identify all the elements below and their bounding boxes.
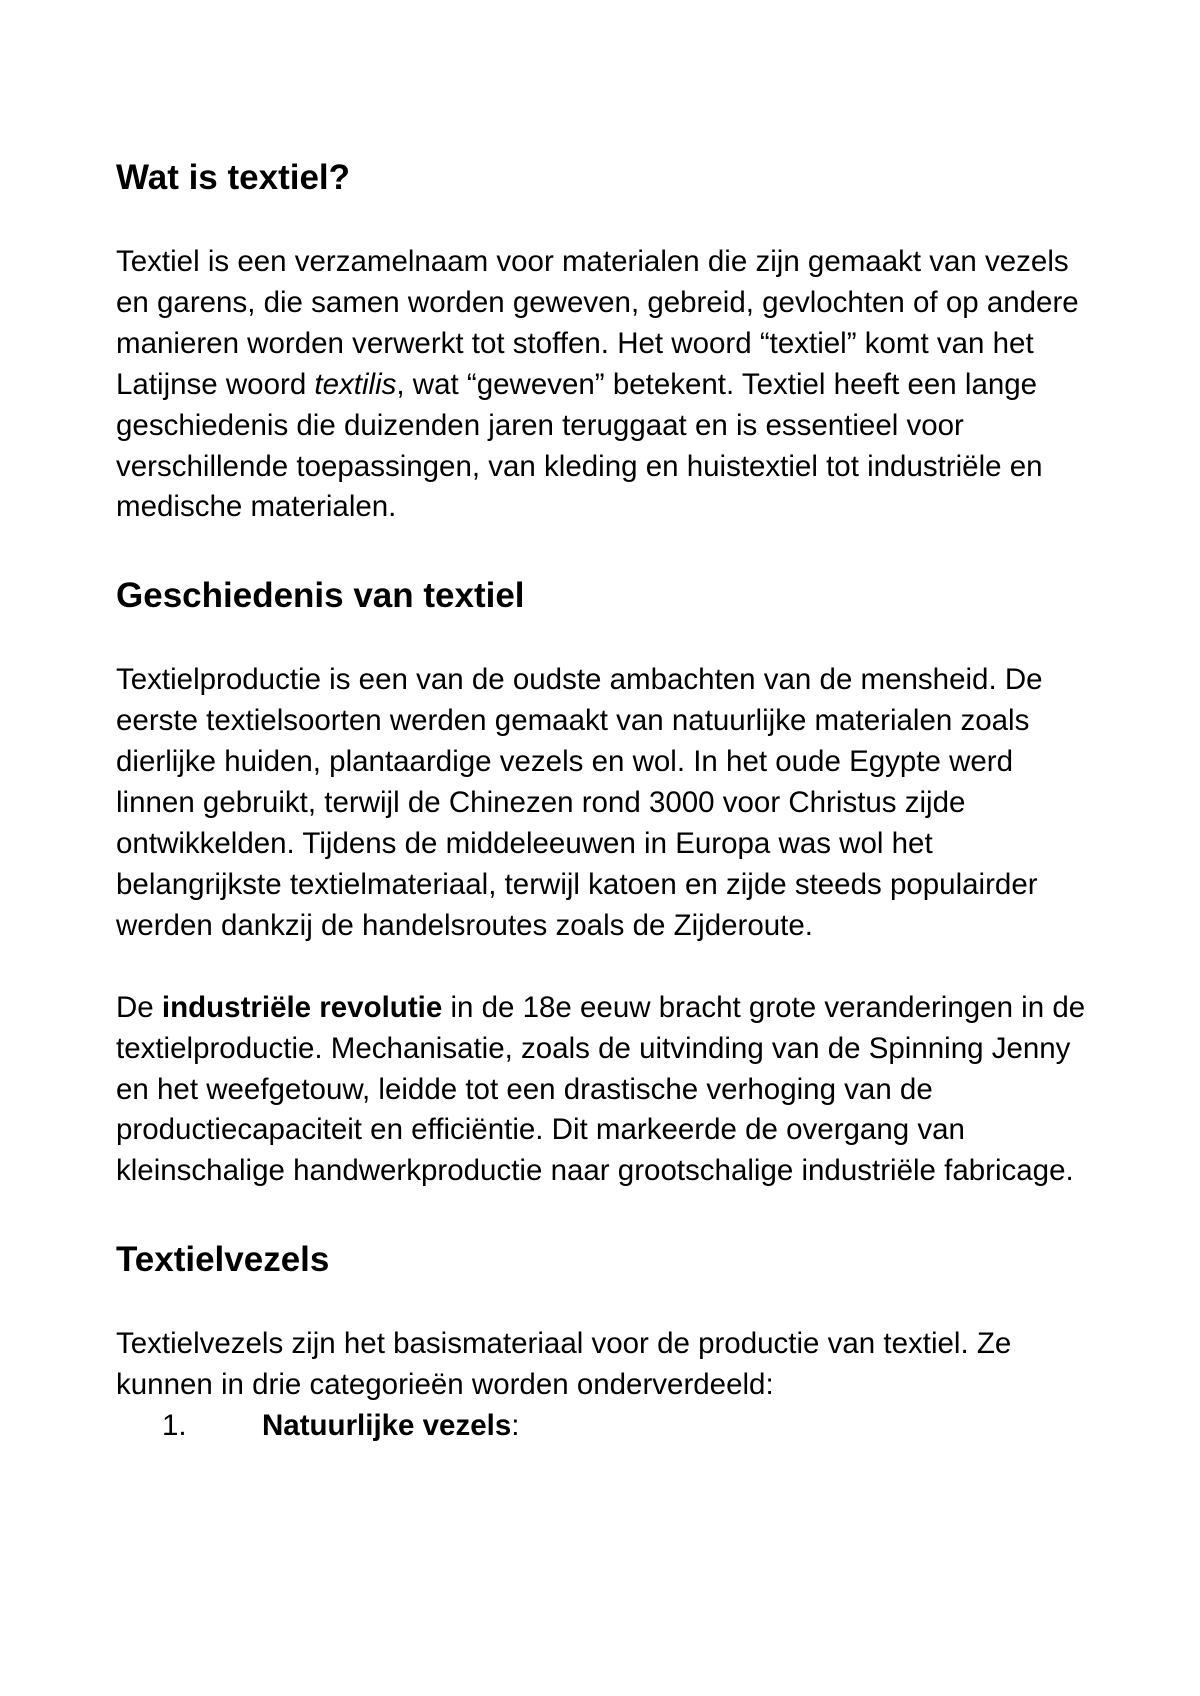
list-item-text: Natuurlijke vezels: (262, 1409, 520, 1443)
bold-term: industriële revolutie (161, 990, 443, 1024)
paragraph-wat-is-textiel: Textiel is een verzamelnaam voor materialen die zijn gemaakt van vezels en garens, die samen worden geweven, gebreid, gevlochten of op andere manieren worden verwerkt tot stoffen. Het woord “textiel” komt van het Latijnse woord textilis, wat “geweven” betekent. Textiel heeft een lange geschiedenis die duizenden jaren teruggaat en is essentieel voor verschillende toepassingen, van kleding en huistextiel tot industriële en medische materialen. (116, 245, 1079, 524)
section-heading-textielvezels: Textielvezels (116, 1240, 330, 1280)
section-heading-wat-is-textiel: Wat is textiel? (116, 158, 351, 197)
italic-term: textilis (314, 367, 397, 401)
list-item (116, 1406, 1096, 1447)
paragraph-textielvezels: Textielvezels zijn het basismateriaal voor de productie van textiel. Ze kunnen in drie categorieën worden onderverdeeld: (116, 1327, 1012, 1402)
paragraph-geschiedenis-1: Textielproductie is een van de oudste ambachten van de mensheid. De eerste textielsoorten werden gemaakt van natuurlijke materialen zoals dierlijke huiden, plantaardige vezels en wol. In het oude Egypte werd linnen gebruikt, terwijl de Chinezen rond 3000 voor Christus zijde ontwikkelden. Tijdens de middeleeuwen in Europa was wol het belangrijkste textielmateriaal, terwijl katoen en zijde steeds populairder werden dankzij de handelsroutes zoals de Zijderoute. (116, 663, 1043, 942)
section-heading-geschiedenis: Geschiedenis van textiel (116, 576, 525, 616)
document-page (116, 158, 1096, 1447)
list-item-number: 1. (162, 1409, 187, 1443)
fiber-category-list (116, 1406, 1096, 1447)
paragraph-geschiedenis-2: De industriële revolutie in de 18e eeuw bracht grote veranderingen in de textielproductie. Mechanisatie, zoals de uitvinding van de Spinning Jenny en het weefgetouw, leidde tot een drastische verhoging van de productiecapaciteit en efficiëntie. Dit markeerde de overgang van kleinschalige handwerkproductie naar grootschalige industriële fabricage. (116, 990, 1086, 1188)
